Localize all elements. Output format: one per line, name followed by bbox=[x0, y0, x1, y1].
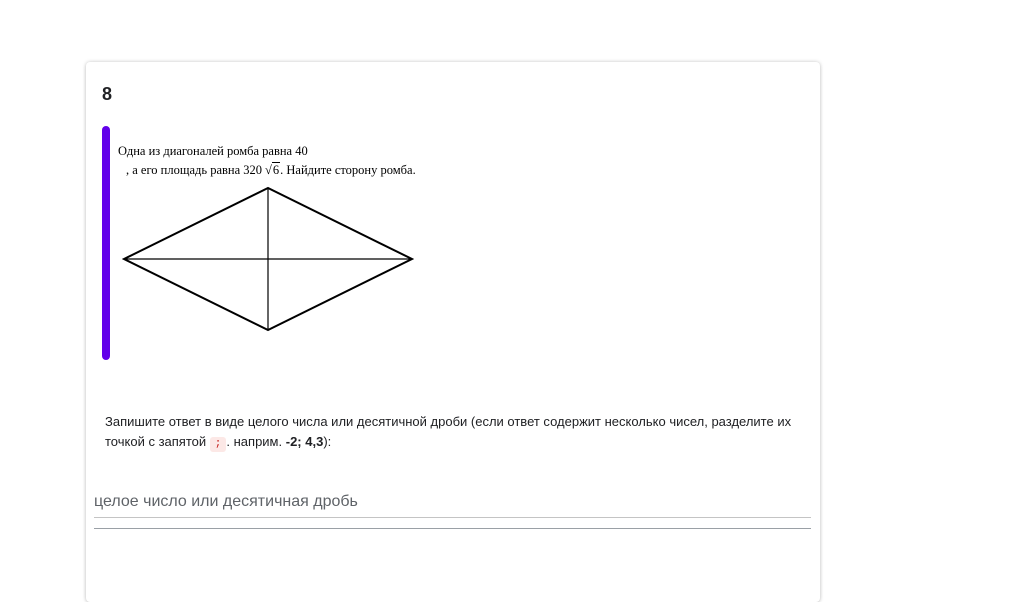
instruction-example-prefix: . наприм. bbox=[226, 434, 283, 449]
answer-underline bbox=[94, 517, 811, 518]
question-number: 8 bbox=[102, 84, 113, 104]
task-line-1: Одна из диагоналей ромба равна 40 bbox=[118, 144, 308, 158]
task-line-2-end: . Найдите сторону ромба. bbox=[280, 163, 416, 177]
sqrt-sign: √ bbox=[265, 163, 272, 177]
answer-field bbox=[94, 486, 811, 529]
task-block bbox=[102, 126, 702, 360]
rhombus-figure bbox=[122, 186, 414, 334]
task-line-2-start: , а его площадь равна 320 bbox=[126, 163, 263, 177]
answer-instruction bbox=[105, 412, 805, 452]
instruction-example: -2; 4,3 bbox=[285, 434, 324, 449]
separator-chip: ; bbox=[210, 437, 227, 452]
instruction-text: Запишите ответ в виде целого числа или десятичной дроби (если ответ содержит несколько чисел, разделите их точкой с запятой bbox=[105, 414, 792, 449]
task-text bbox=[118, 142, 416, 180]
question-card bbox=[86, 62, 820, 602]
answer-input[interactable] bbox=[94, 490, 811, 514]
sqrt-argument: 6 bbox=[272, 163, 280, 177]
task-line-2 bbox=[118, 161, 416, 180]
instruction-end: ): bbox=[323, 434, 332, 449]
sqrt-expression bbox=[265, 161, 280, 180]
accent-bar bbox=[102, 126, 110, 360]
